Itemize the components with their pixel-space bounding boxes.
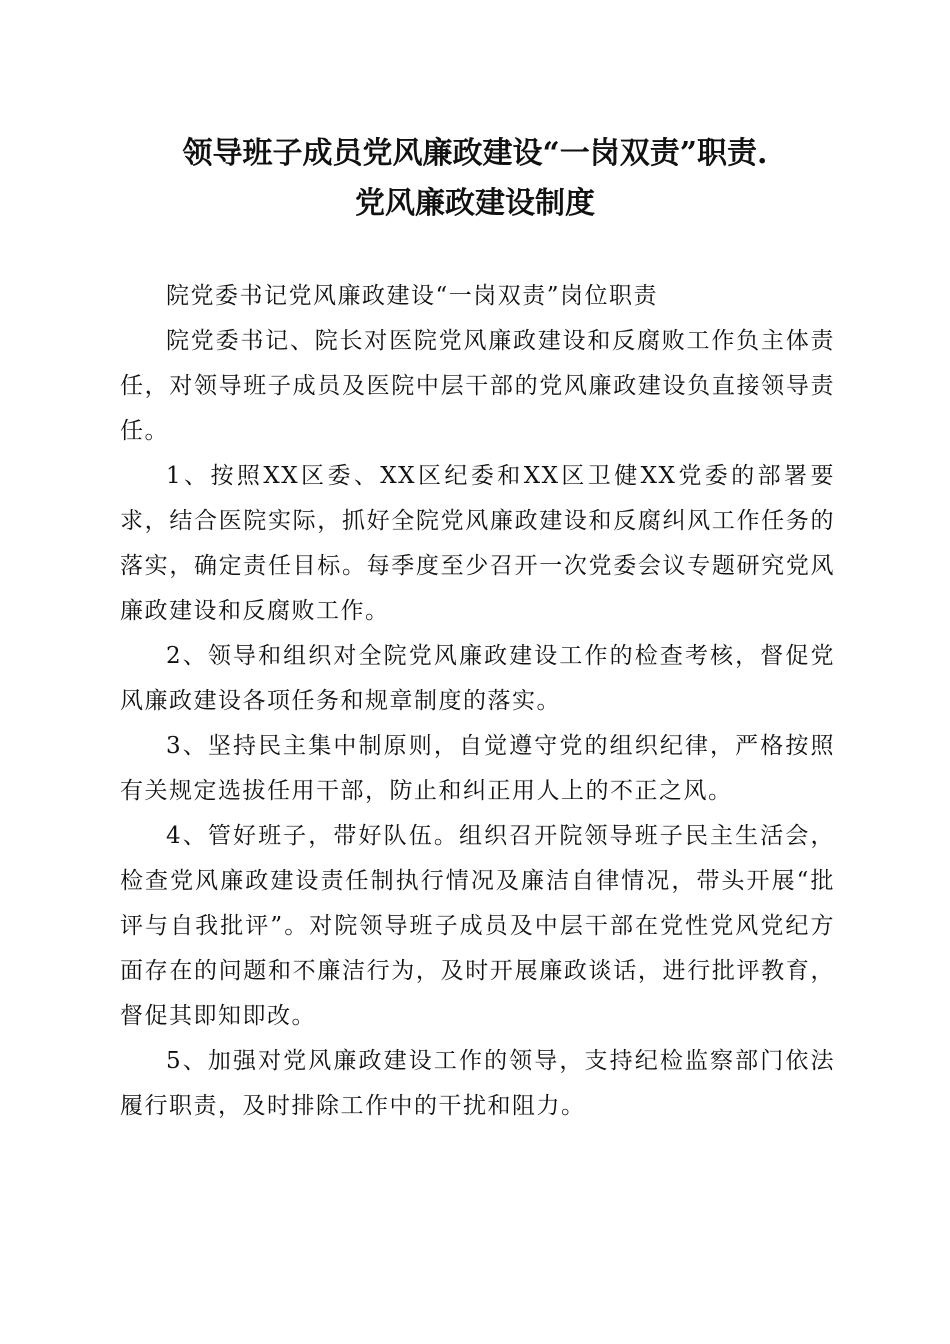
document-title-line-1: 领导班子成员党风廉政建设“一岗双责”职责. [182, 136, 768, 171]
section-heading: 院党委书记党风廉政建设“一岗双责”岗位职责 [166, 283, 659, 309]
document-title-line-2: 党风廉政建设制度 [355, 186, 595, 221]
paragraph: 2、领导和组织对全院党风廉政建设工作的检查考核，督促党风廉政建设各项任务和规章制度的落实。 [120, 643, 835, 714]
paragraph: 院党委书记、院长对医院党风廉政建设和反腐败工作负主体责任，对领导班子成员及医院中层干部的党风廉政建设负直接领导责任。 [120, 328, 835, 444]
paragraph: 5、加强对党风廉政建设工作的领导，支持纪检监察部门依法履行职责，及时排除工作中的干扰和阻力。 [120, 1048, 835, 1119]
document-body [120, 274, 835, 1129]
paragraph: 4、管好班子，带好队伍。组织召开院领导班子民主生活会，检查党风廉政建设责任制执行情况及廉洁自律情况，带头开展“批评与自我批评”。对院领导班子成员及中层干部在党性党风党纪方面存在的问题和不廉洁行为，及时开展廉政谈话，进行批评教育，督促其即知即改。 [120, 823, 835, 1029]
paragraph: 1、按照XX区委、XX区纪委和XX区卫健XX党委的部署要求，结合医院实际，抓好全院党风廉政建设和反腐纠风工作任务的落实，确定责任目标。每季度至少召开一次党委会议专题研究党风廉政建设和反腐败工作。 [120, 463, 835, 624]
paragraph: 3、坚持民主集中制原则，自觉遵守党的组织纪律，严格按照有关规定选拔任用干部，防止和纠正用人上的不正之风。 [120, 733, 835, 804]
